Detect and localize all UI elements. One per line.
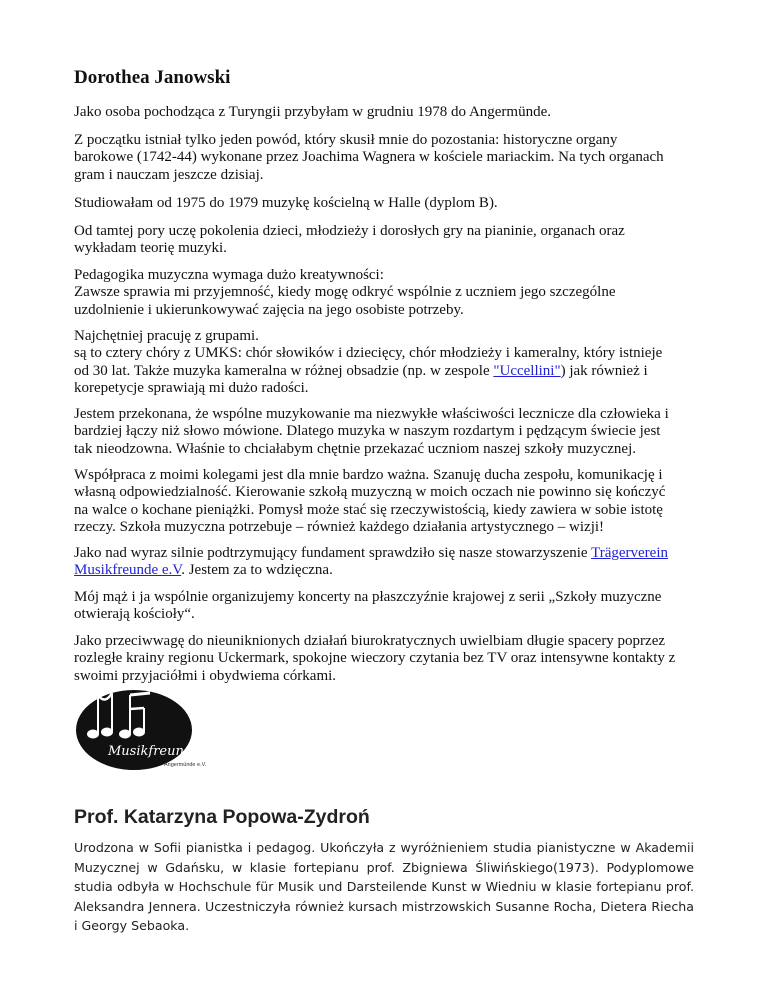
text-line: gram i nauczam jeszcze dzisiaj.: [74, 166, 264, 183]
text-line: od 30 lat. Także muzyka kameralna w różnej obsadzie (np. w zespole: [74, 362, 494, 379]
text-line: uzdolnienie i ukierunkowywać zajęcia na jego osobiste potrzeby.: [74, 301, 464, 318]
text-line: swoimi przyjaciółmi i obydwiema córkami.: [74, 667, 337, 684]
text-line: rzeczy. Szkoła muzyczna potrzebuje – również każdego działania artystycznego – wizji!: [74, 519, 605, 536]
uccellini-link[interactable]: "Uccellini": [493, 362, 561, 379]
text-line: korepetycje sprawiają mi dużo radości.: [74, 380, 309, 397]
text-line: tak nieodzowna. Właśnie to chciałabym chętnie przekazać uczniom naszej szkoły muzycznej.: [74, 440, 636, 457]
paragraph-pedagogy: [74, 267, 698, 319]
paragraph-groups: [74, 328, 698, 398]
logo-name: Musikfreunde: [108, 744, 200, 759]
paragraph-concerts: [74, 589, 698, 624]
text-line: Najchętniej pracuję z grupami.: [74, 328, 259, 344]
text-line: bardziej łączy niż słowo mówione. Dlatego muzyka w naszym rozdartym i pędzącym świecie jest: [74, 423, 661, 440]
text-line: Jako nad wyraz silnie podtrzymujący fundament sprawdziło się nasze stowarzyszenie: [74, 545, 592, 561]
paragraph-organ: [74, 132, 698, 184]
tragerverein-link[interactable]: Trägerverein: [591, 545, 668, 561]
musikfreunde-logo: [74, 687, 206, 773]
text-line: otwierają kościoły“.: [74, 606, 195, 623]
text-line: własną odpowiedzialność. Kierowanie szkołą muzyczną w moich oczach nie powinno się kończyć: [74, 484, 666, 501]
text-line: na walce o kochane pieniążki. Pomysł może stać się rzeczywistością, kiedy zawiera w sobie istotę: [74, 501, 663, 518]
section-title-popowa: Prof. Katarzyna Popowa-Zydroń: [74, 806, 370, 828]
paragraph-healing: [74, 406, 698, 458]
paragraph-origin: [74, 104, 698, 121]
text-line: Z początku istniał tylko jeden powód, który skusił mnie do pozostania: historyczne organy: [74, 132, 618, 148]
text-line: Jako przeciwwagę do nieuniknionych działań biurokratycznych uwielbiam długie spacery poprzez: [74, 633, 666, 649]
text-line: Zawsze sprawia mi przyjemność, kiedy mogę odkryć wspólnie z uczniem jego szczególne: [74, 284, 616, 301]
text-line: wykładam teorię muzyki.: [74, 240, 227, 257]
text-line: Mój mąż i ja wspólnie organizujemy koncerty na płaszczyźnie krajowej z serii „Szkoły muzyczne: [74, 589, 662, 605]
text-line: Współpraca z moimi kolegami jest dla mnie bardzo ważna. Szanuję ducha zespołu, komunikację i: [74, 467, 663, 483]
text-line: Od tamtej pory uczę pokolenia dzieci, młodzieży i dorosłych gry na pianinie, organach oraz: [74, 223, 625, 239]
text-line: barokowe (1742-44) wykonane przez Joachima Wagnera w kościele mariackim. Na tych organach: [74, 149, 664, 166]
logo-sub: Angermünde e.V.: [164, 762, 206, 768]
text-line: Jako osoba pochodząca z Turyngii przybyłam w grudniu 1978 do Angermünde.: [74, 104, 552, 120]
text-line: są to cztery chóry z UMKS: chór słowików i dziecięcy, chór młodzieży i kameralny, który istnieje: [74, 345, 663, 362]
paragraph-leisure: [74, 633, 698, 685]
paragraph-cooperation: [74, 467, 698, 537]
text-line: Pedagogika muzyczna wymaga dużo kreatywności:: [74, 267, 384, 283]
musikfreunde-link[interactable]: Musikfreunde e.V: [74, 562, 182, 579]
paragraph-popowa-bio: Urodzona w Sofii pianistka i pedagog. Ukończyła z wyróżnieniem studia pianistyczne w Akademii Muzycznej w Gdańsku, w klasie fortepianu prof. Zbigniewa Śliwińskiego(1973). Podyplomowe studia odbyła w Hochschule für Musik und Darsteilende Kunst w Wiedniu w klasie fortepianu prof. Aleksandra Jennera. Uczestniczyła również kursach mistrzowskich Susanne Rocha, Dietera Riecha i Georgy Sebaoka.: [74, 840, 694, 933]
section-title-janowski: Dorothea Janowski: [74, 67, 231, 88]
text-line: Jestem przekonana, że wspólne muzykowanie ma niezwykłe właściwości lecznicze dla człowieka i: [74, 406, 669, 422]
paragraph-association: [74, 545, 698, 580]
text-line: ) jak również i: [560, 362, 648, 379]
text-line: Studiowałam od 1975 do 1979 muzykę kościelną w Halle (dyplom B).: [74, 195, 498, 211]
text-line: . Jestem za to wdzięczna.: [181, 562, 333, 579]
text-line: rozległe krainy regionu Uckermark, spokojne wieczory czytania bez TV oraz intensywne kontakty z: [74, 650, 676, 667]
paragraph-teaching: [74, 223, 698, 258]
paragraph-studies: [74, 195, 698, 212]
